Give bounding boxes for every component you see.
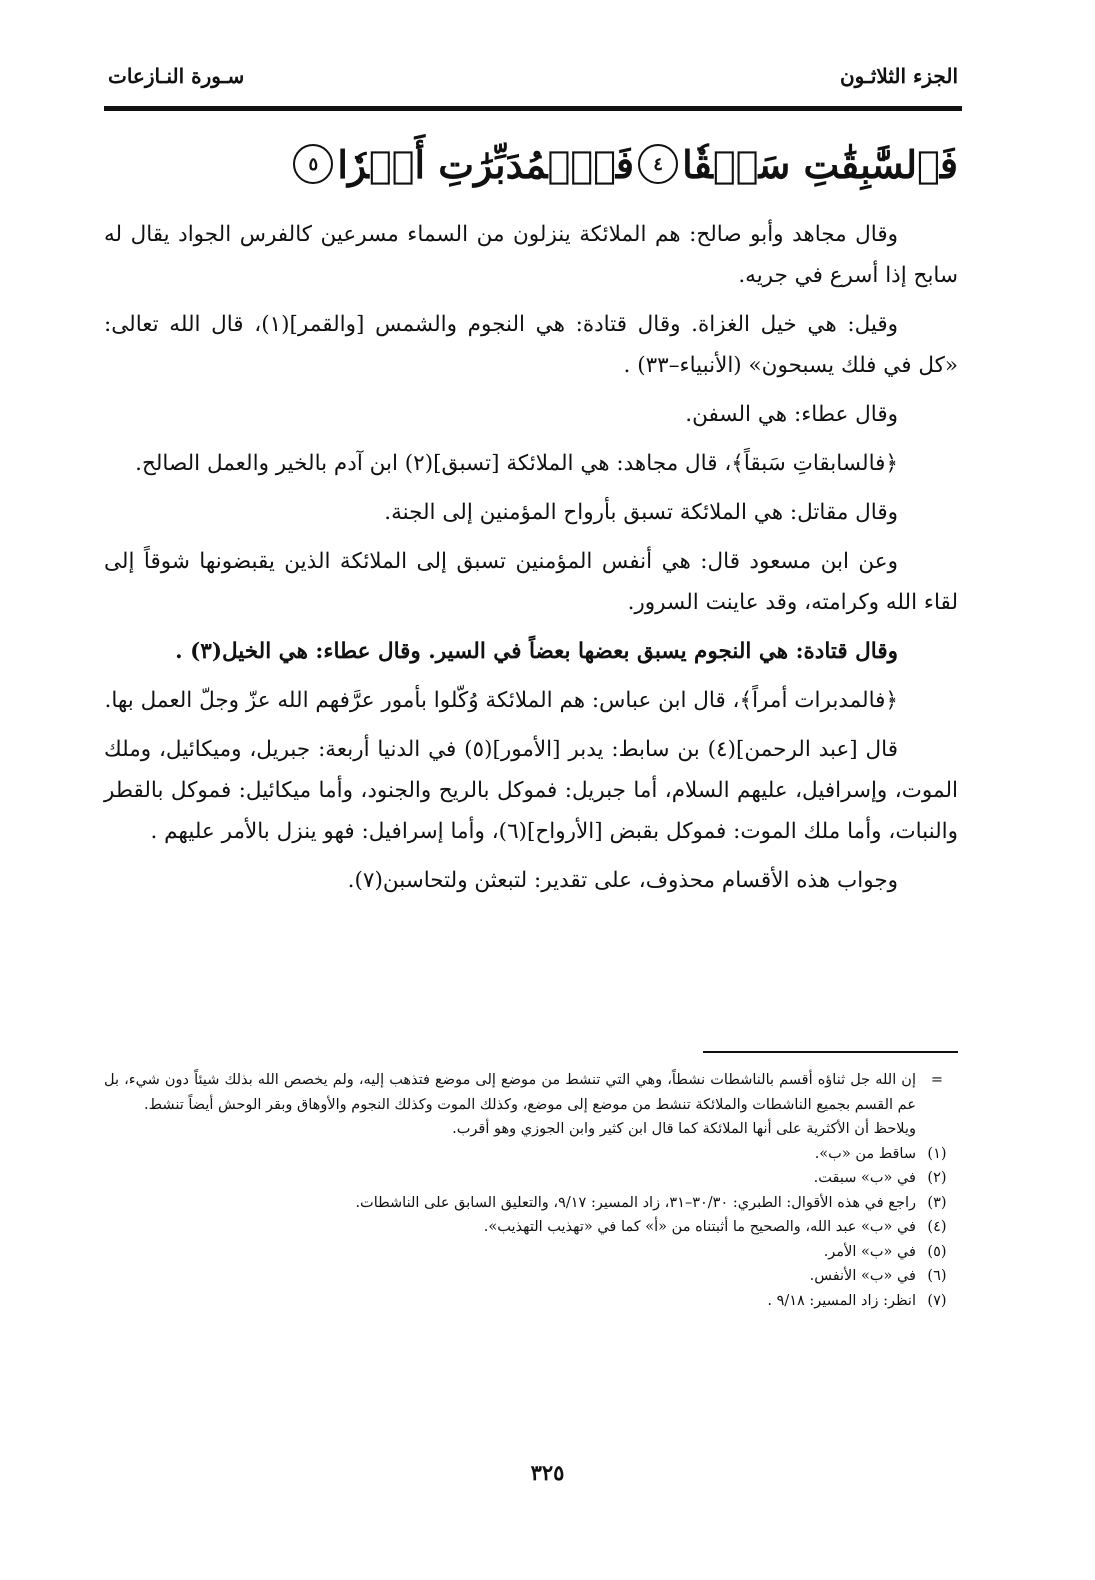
ayah-heading [104, 126, 958, 202]
paragraph: قال [عبد الرحمن](٤) بن سابط: يدبر [الأمور](٥) في الدنيا أربعة: جبريل، وميكائيل، وملك الموت، وإسرافيل، عليهم السلام، أما جبريل: فموكل بالريح والجنود، وأما ميكائيل: فموكل بالقطر والنبات، وأما ملك الموت: فموكل بقبض [الأرواح](٦)، وأما إسرافيل: فهو ينزل بالأمر عليهم . [104, 737, 958, 844]
footnote-number: (٢) [927, 1170, 947, 1186]
paragraph: وقال مجاهد وأبو صالح: هم الملائكة ينزلون من السماء مسرعين كالفرس الجواد يقال له سابح إذا أسرع في جريه. [104, 222, 958, 288]
paragraph: وقيل: هي خيل الغزاة. وقال قتادة: هي النجوم والشمس [والقمر](١)، قال الله تعالى: «كل في فلك يسبحون» (الأنبياء–٣٣) . [104, 312, 958, 378]
footnote-item [104, 1166, 958, 1191]
ayah-text-2: فَٱلۡمُدَبِّرَٰتِ أَمۡرٗا [337, 141, 635, 187]
footnote-continuation [104, 1068, 958, 1117]
footnote-number: (٥) [927, 1243, 947, 1260]
header-rule [104, 106, 962, 111]
paragraph: وقال قتادة: هي النجوم يسبق بعضها بعضاً في السير. وقال عطاء: هي الخيل(٣) . [175, 639, 898, 664]
footnote-text: في «ب» الأنفس. [809, 1268, 916, 1284]
paragraph: وجواب هذه الأقسام محذوف، على تقدير: لتبعثن ولتحاسبن(٧). [347, 868, 898, 893]
footnote-number: (٦) [927, 1268, 947, 1284]
footnote-item [104, 1240, 958, 1265]
footnote-note: ويلاحظ أن الأكثرية على أنها الملائكة كما قال ابن كثير وابن الجوزي وهو أقرب. [452, 1121, 916, 1137]
footnote-text: في «ب» الأمر. [823, 1243, 916, 1260]
footnote-item [104, 1142, 958, 1167]
continuation-text: إن الله جل ثناؤه أقسم بالناشطات نشطاً، وهي التي تنشط من موضع إلى موضع فتذهب إليه، ولم يخصص الله بذلك شيئاً دون شيء، بل عم القسم بجميع الناشطات والملائكة تنشط من موضع إلى موضع، وكذلك الموت وكذلك النجوم والأوهاق وبقر الوحش أيضاً تنشط. [104, 1072, 916, 1113]
footnote-text: في «ب» عبد الله، والصحيح ما أثبتناه من «أ» كما في «تهذيب التهذيب». [483, 1219, 916, 1235]
ayah-number-marker: ٥ [293, 144, 333, 184]
ayah-text-1: فَٱلسَّٰبِقَٰتِ سَبۡقٗا [682, 141, 958, 187]
footnote-number: (٧) [927, 1292, 947, 1309]
footnote-rule [703, 1051, 958, 1053]
running-header [108, 56, 958, 96]
footnote-text: راجع في هذه الأقوال: الطبري: ٣٠/٣٠–٣١، زاد المسير: ٩/١٧، والتعليق السابق على الناشطات. [355, 1194, 916, 1211]
footnote-text: ساقط من «ب». [814, 1145, 916, 1162]
footnotes [104, 1068, 958, 1313]
paragraph: وقال عطاء: هي السفن. [685, 402, 898, 427]
header-part-title: الجزء الثلاثـون [839, 64, 958, 88]
paragraph: وقال مقاتل: هي الملائكة تسبق بأرواح المؤمنين إلى الجنة. [384, 500, 898, 525]
body-text [104, 214, 958, 909]
page-number: ٣٢٥ [530, 1460, 565, 1485]
header-surah-title: سـورة النـازعات [108, 64, 245, 88]
footnote-item [104, 1215, 958, 1240]
footnote-number: (١) [927, 1145, 947, 1162]
footnote-number: (٣) [927, 1194, 947, 1211]
footnote-text: انظر: زاد المسير: ٩/١٨ . [767, 1292, 916, 1309]
ayah-number-marker: ٤ [638, 144, 678, 184]
footnote-item [104, 1191, 958, 1216]
footnote-text: في «ب» سبقت. [813, 1170, 916, 1186]
footnote-item [104, 1264, 958, 1289]
paragraph: وعن ابن مسعود قال: هي أنفس المؤمنين تسبق إلى الملائكة الذين يقبضونها شوقاً إلى لقاء الله وكرامته، وقد عاينت السرور. [104, 549, 958, 615]
paragraph: ﴿فالسابقاتِ سَبقاً﴾، قال مجاهد: هي الملائكة [تسبق](٢) ابن آدم بالخير والعمل الصالح. [135, 451, 898, 476]
continuation-marker: = [930, 1072, 944, 1088]
footnote-number: (٤) [927, 1219, 947, 1235]
paragraph: ﴿فالمدبرات أمراً﴾، قال ابن عباس: هم الملائكة وُكّلوا بأمور عرَّفهم الله عزّ وجلّ العمل بها. [104, 688, 898, 713]
footnote-item [104, 1289, 958, 1314]
